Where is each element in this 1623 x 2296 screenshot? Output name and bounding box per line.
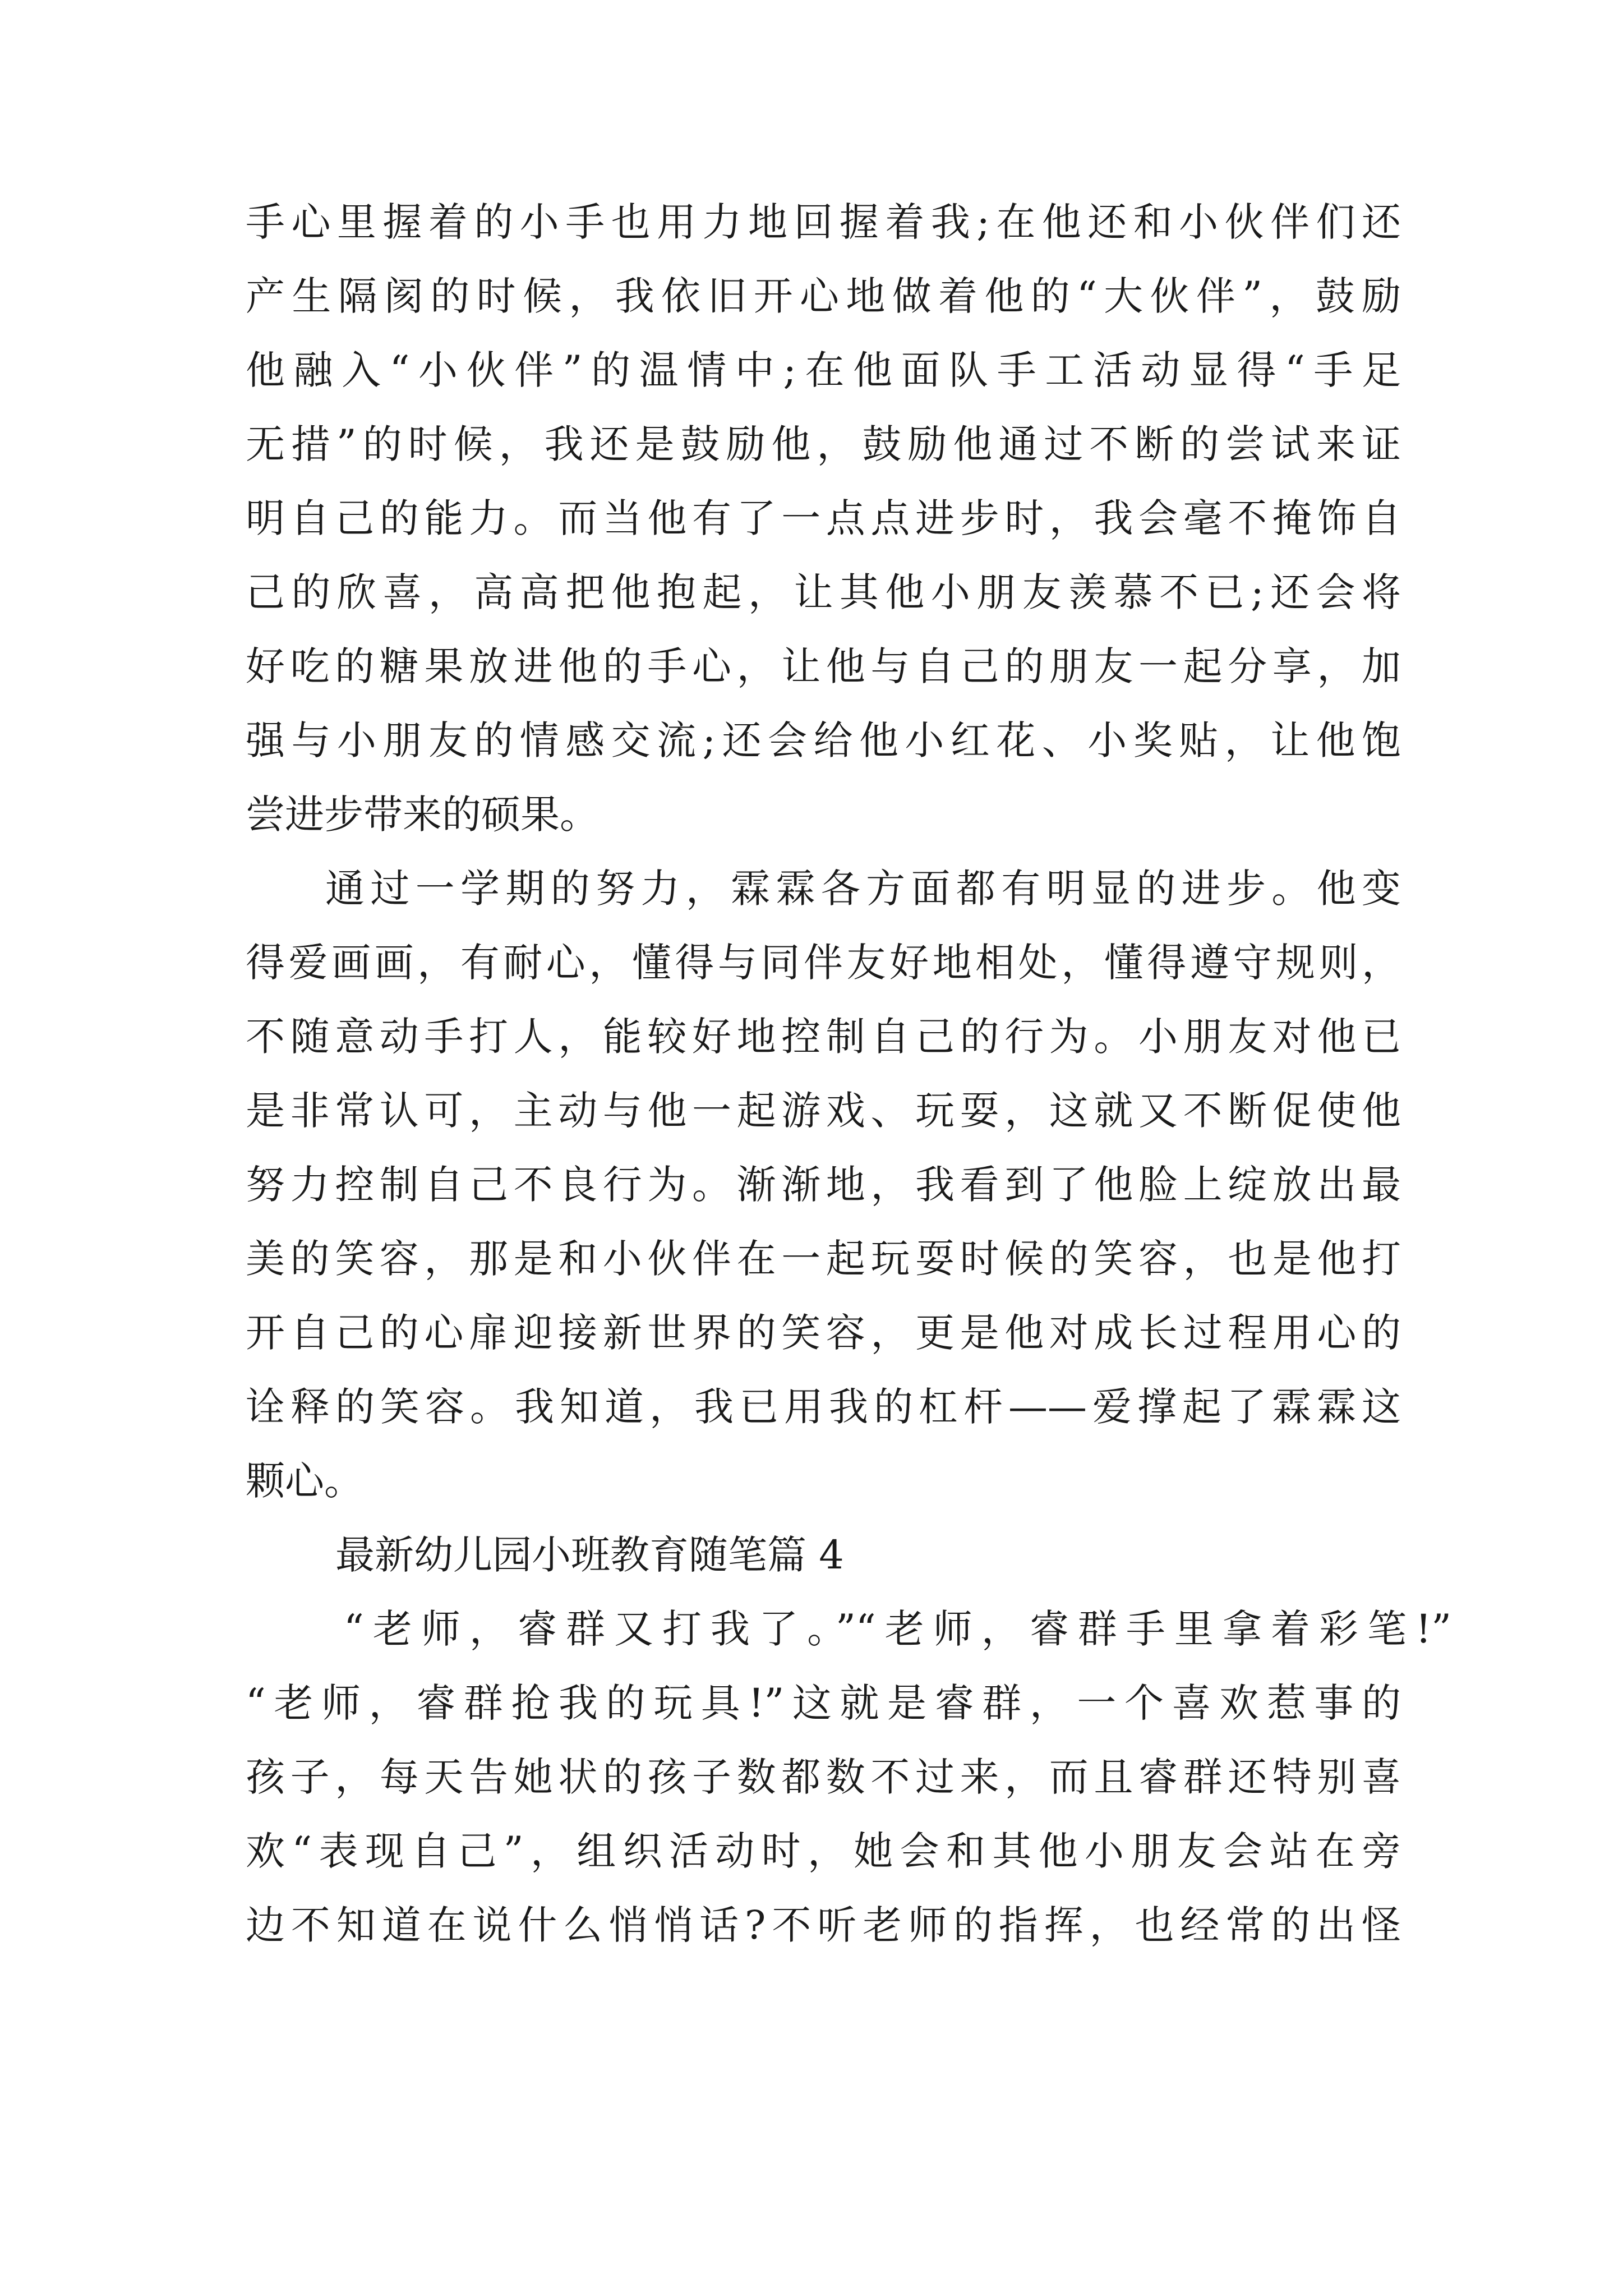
text-line: 得爱画画，有耐心，懂得与同伴友好地相处，懂得遵守规则， (246, 940, 1401, 986)
text-line: 好吃的糖果放进他的手心，让他与自己的朋友一起分享，加 (246, 643, 1401, 689)
text-line: 尝进步带来的硕果。 (246, 792, 599, 838)
text-line: 手心里握着的小手也用力地回握着我;在他还和小伙伴们还 (246, 199, 1401, 245)
text-line: 孩子，每天告她状的孩子数都数不过来，而且睿群还特别喜 (246, 1754, 1401, 1800)
paragraph-first-line: 通过一学期的努力，霖霖各方面都有明显的进步。他变 (325, 866, 1401, 912)
text-line: 努力控制自己不良行为。渐渐地，我看到了他脸上绽放出最 (246, 1162, 1401, 1208)
text-line: 美的笑容，那是和小伙伴在一起玩耍时候的笑容，也是他打 (246, 1236, 1401, 1282)
text-line: 边不知道在说什么悄悄话?不听老师的指挥，也经常的出怪 (246, 1902, 1401, 1948)
text-line: 开自己的心扉迎接新世界的笑容，更是他对成长过程用心的 (246, 1310, 1401, 1356)
text-line: 诠释的笑容。我知道，我已用我的杠杆——爱撑起了霖霖这 (246, 1384, 1401, 1430)
document-body (246, 185, 1451, 1962)
text-line: 无措”的时候，我还是鼓励他，鼓励他通过不断的尝试来证 (246, 421, 1401, 467)
text-line: 产生隔阂的时候，我依旧开心地做着他的“大伙伴”，鼓励 (246, 273, 1401, 319)
text-line: 明自己的能力。而当他有了一点点进步时，我会毫不掩饰自 (246, 495, 1401, 541)
text-line: 强与小朋友的情感交流;还会给他小红花、小奖贴，让他饱 (246, 717, 1401, 763)
text-line: 欢“表现自己”，组织活动时，她会和其他小朋友会站在旁 (246, 1828, 1401, 1874)
section-heading: 最新幼儿园小班教育随笔篇 4 (335, 1532, 844, 1578)
paragraph-first-line: “老师，睿群又打我了。”“老师，睿群手里拿着彩笔!” (344, 1606, 1451, 1652)
text-line: 是非常认可，主动与他一起游戏、玩耍，这就又不断促使他 (246, 1088, 1401, 1134)
text-line: 他融入“小伙伴”的温情中;在他面队手工活动显得“手足 (246, 347, 1401, 393)
text-line: 颗心。 (246, 1458, 363, 1504)
text-line: 己的欣喜，高高把他抱起，让其他小朋友羡慕不已;还会将 (246, 569, 1401, 615)
text-line: “老师，睿群抢我的玩具!”这就是睿群，一个喜欢惹事的 (246, 1680, 1401, 1726)
text-line: 不随意动手打人，能较好地控制自己的行为。小朋友对他已 (246, 1014, 1401, 1060)
